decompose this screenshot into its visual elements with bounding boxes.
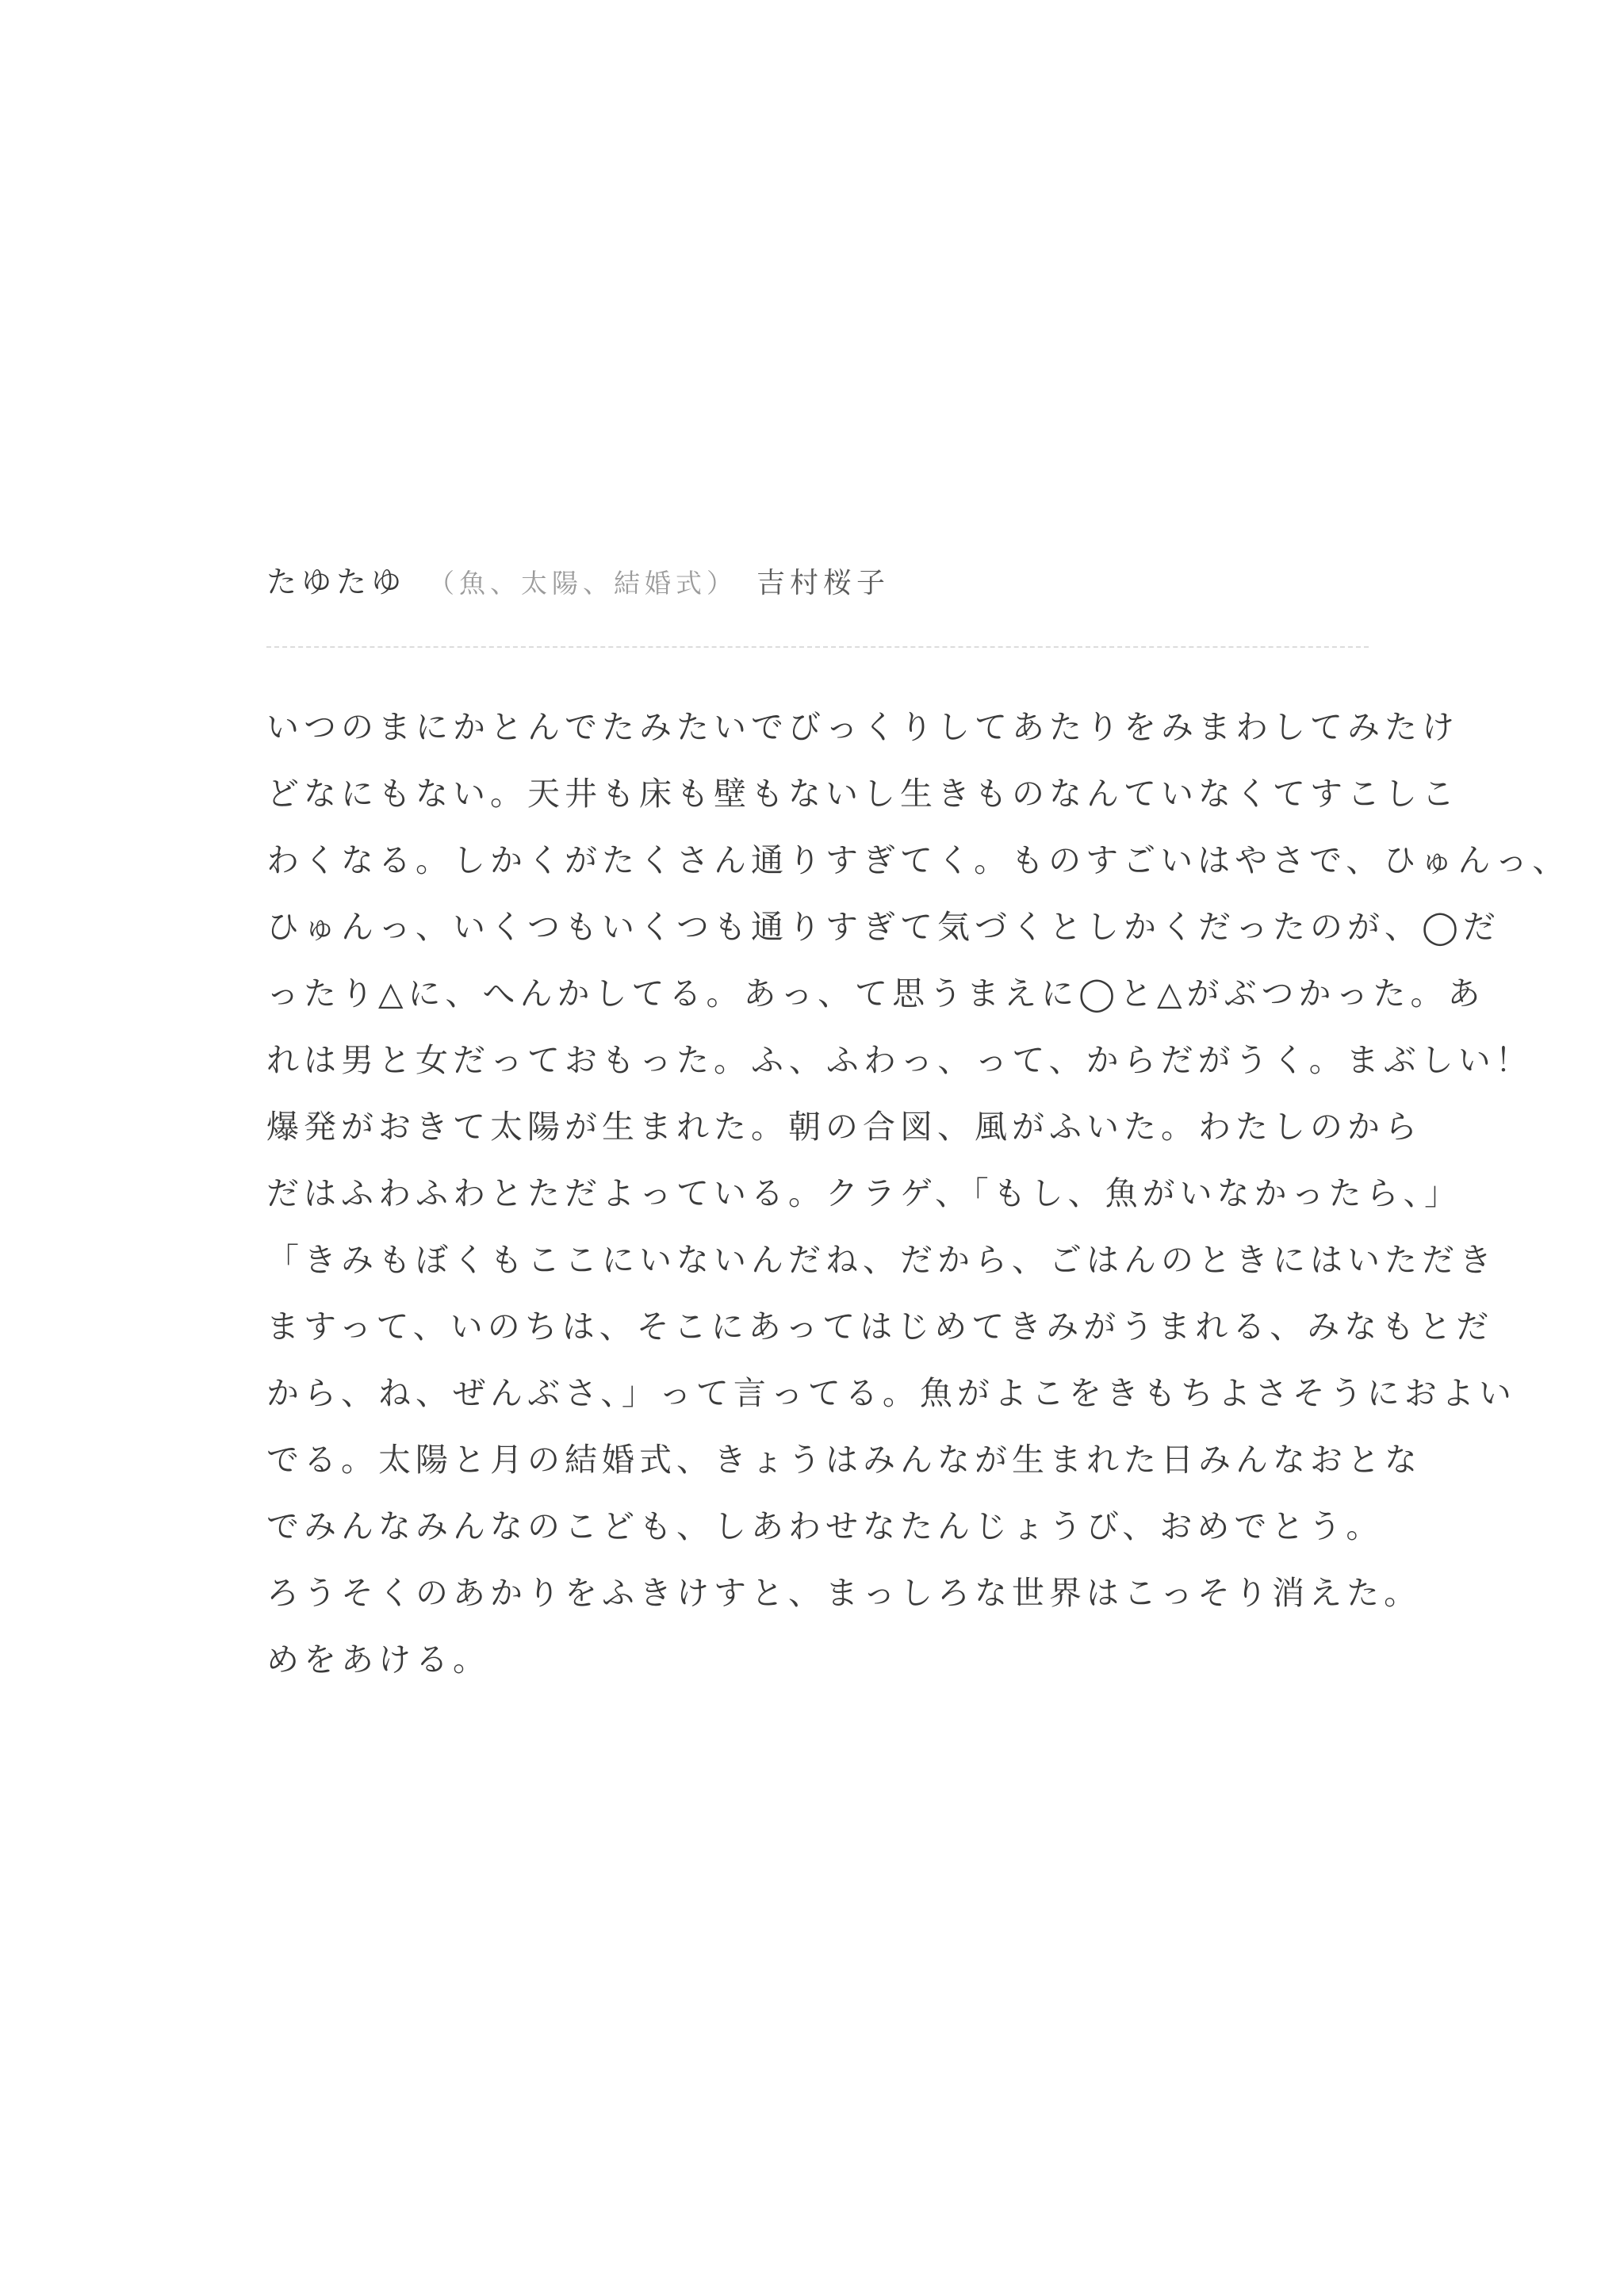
text-line: ひゅんっ、いくつもいくつも通りすぎて気づくとしかくだったのが、◯だ — [266, 908, 1500, 946]
text-line: どなにもない。天井も床も壁もないし生きものなんていなくてすこしこ — [266, 775, 1459, 813]
text-line: だはふわふわとただよっている。クラゲ、「もし、魚がいなかったら、」 — [266, 1174, 1462, 1212]
body-text — [266, 694, 1570, 1693]
text-line: でる。太陽と月の結婚式、きょうはみんなが生まれた日みんなおとな — [266, 1441, 1422, 1479]
text-line: れは男と女だっておもった。ふ、ふわっ、って、からだがうく。まぶしい！ — [266, 1041, 1533, 1079]
author-name: 吉村桜子 — [756, 567, 891, 599]
text-line: から、ね、ぜんぶさ、」って言ってる。魚がよこをきもちよさそうにおよい — [266, 1374, 1516, 1412]
text-line: めをあける。 — [266, 1641, 490, 1679]
text-line: いつのまにかとんでたみたいでびっくりしてあたりをみまわしてみたけ — [266, 708, 1459, 746]
text-line: ろうそくのあかりをふきけすと、まっしろな世界はこっそり消えた。 — [266, 1574, 1422, 1612]
text-line: でみんなみんなのこども、しあわせなたんじょうび、おめでとう。 — [266, 1507, 1384, 1545]
text-line: わくなる。しかくがたくさん通りすぎてく。ものすごいはやさで、ひゅんっ、 — [266, 841, 1570, 879]
text-line: ますって、いのちは、そこにあってはじめてきみがうまれる、みなもとだ — [266, 1307, 1494, 1346]
text-line: ったり△に、へんかしてる。あっ、て思うまえに◯と△がぶつかった。あ — [266, 974, 1485, 1013]
poem-title: たゆたゆ — [266, 565, 407, 599]
poem-subtitle: （魚、太陽、結婚式） — [428, 568, 738, 599]
text-line: 「きみもぼくもここにいないんだね、だから、ごはんのときにはいただき — [266, 1241, 1496, 1279]
text-line: 爆発がおきて太陽が生まれた。朝の合図、風がふいた。わたしのから — [266, 1108, 1422, 1146]
dashed-divider — [266, 646, 1369, 648]
header — [266, 557, 1377, 608]
